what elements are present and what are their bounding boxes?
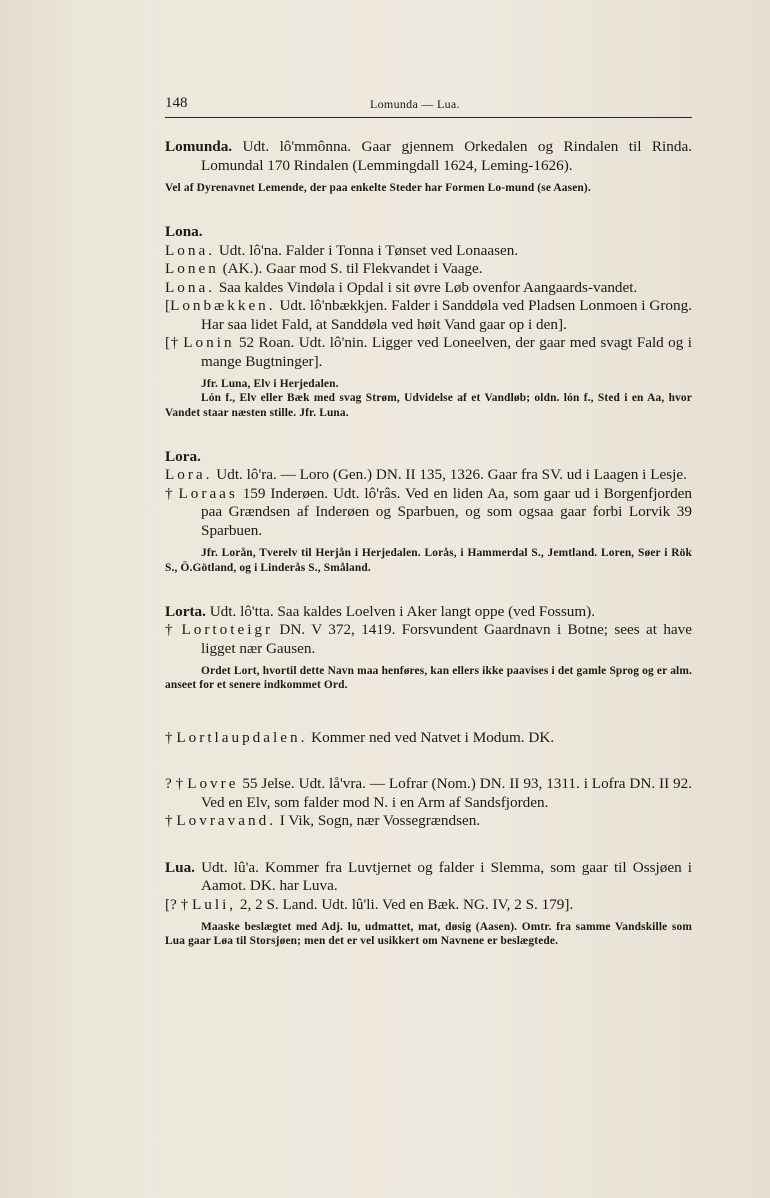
entry-note: Jfr. Luna, Elv i Herjedalen. <box>201 378 339 391</box>
page-header <box>165 95 692 118</box>
entry-text: Udt. lô'mmônna. Gaar gjennem Orkedalen og Rindalen til Rinda. Lomundal 170 Rindalen (Lemmingdall 1624, Leming-1626). <box>201 138 692 174</box>
page-body <box>165 138 692 949</box>
entry-lora: Lora. Udt. lô'ra. — Loro (Gen.) DN. II 135, 1326. Gaar fra SV. ud i Laagen i Lesje. <box>165 466 687 484</box>
entry-lovravand: † Lovravand. I Vik, Sogn, nær Vossegrændsen. <box>165 812 481 830</box>
entry-note: Lón f., Elv eller Bæk med svag Strøm, Udvidelse af et Vandløb; oldn. lón f., Sted i en Aa, hvor Vandet staar næsten stille. Jfr. Luna. <box>165 392 692 419</box>
entry-note: Maaske beslægtet med Adj. lu, udmattet, mat, døsig (Aasen). Omtr. fra samme Vandskille som Lua gaar Løa til Storsjøen; men det er vel usikkert om Navnene er beslægtede. <box>165 921 692 948</box>
running-title: Lomunda — Lua. <box>370 97 460 111</box>
entry-loraas: † Loraas 159 Inderøen. Udt. lô'râs. Ved en liden Aa, som gaar ud i Borgenfjorden paa Grændsen af Inderøen og Sparbuen, og som ogsaa gaar forbi Lorvik 39 Sparbuen. <box>165 484 693 539</box>
entry-lona-1: Lona. Udt. lô'na. Falder i Tonna i Tønset ved Lonaasen. <box>165 241 519 259</box>
entry-lua: Lua. Udt. lû'a. Kommer fra Luvtjernet og falder i Slemma, som gaar til Ossjøen i Aamot. DK. har Luva. <box>165 858 692 895</box>
entry-note: Vel af Dyrenavnet Lemende, der paa enkelte Steder har Formen Lo-mund (se Aasen). <box>165 182 591 194</box>
entry-lorta: Lorta. Udt. lô'tta. Saa kaldes Loelven i Aker langt oppe (ved Fossum). <box>165 602 596 620</box>
section-head-lora: Lora. <box>165 447 201 465</box>
entry-lortlaupdalen: † Lortlaupdalen. Kommer ned ved Natvet i Modum. DK. <box>165 728 555 746</box>
entry-lonin: [† Lonin 52 Roan. Udt. lô'nin. Ligger ved Loneelven, der gaar med svagt Fald og i mange Bugtninger]. <box>165 334 692 370</box>
entry-head: Lomunda. <box>165 138 233 155</box>
entry-lonbaekken: [Lonbækken. Udt. lô'nbækkjen. Falder i Sanddøla ved Pladsen Lonmoen i Grong. Har saa lidet Fald, at Sanddøla ved høit Vand gaar op i den]. <box>165 297 692 333</box>
entry-lortoteigr: † Lortoteigr DN. V 372, 1419. Forsvundent Gaardnavn i Botne; sees at have ligget nær Gausen. <box>165 621 692 657</box>
entry-note: Ordet Lort, hvortil dette Navn maa henføres, kan ellers ikke paavises i det gamle Sprog og er alm. anseet for et senere indkommet Ord. <box>165 665 692 692</box>
section-head-lona: Lona. <box>165 223 203 241</box>
entry-lonen: Lonen (AK.). Gaar mod S. til Flekvandet i Vaage. <box>165 260 483 278</box>
entry-luli: [? † Luli, 2, 2 S. Land. Udt. lû'li. Ved en Bæk. NG. IV, 2 S. 179]. <box>165 895 574 913</box>
entry-lovre: ? † Lovre 55 Jelse. Udt. lå'vra. — Lofrar (Nom.) DN. II 93, 1311. i Lofra DN. II 92. Ved en Elv, som falder mod N. i en Arm af Sandsfjorden. <box>165 775 692 811</box>
entry-lomunda <box>165 138 692 175</box>
entry-note: Jfr. Lorån, Tverelv til Herjån i Herjedalen. Lorås, i Hammerdal S., Jemtland. Loren, Søer i Rök S., Ö.Götland, og i Linderås S., Småland. <box>165 547 692 574</box>
page-number: 148 <box>165 95 188 111</box>
entry-lona-2: Lona. Saa kaldes Vindøla i Opdal i sit øvre Løb ovenfor Aangaards-vandet. <box>165 278 638 296</box>
